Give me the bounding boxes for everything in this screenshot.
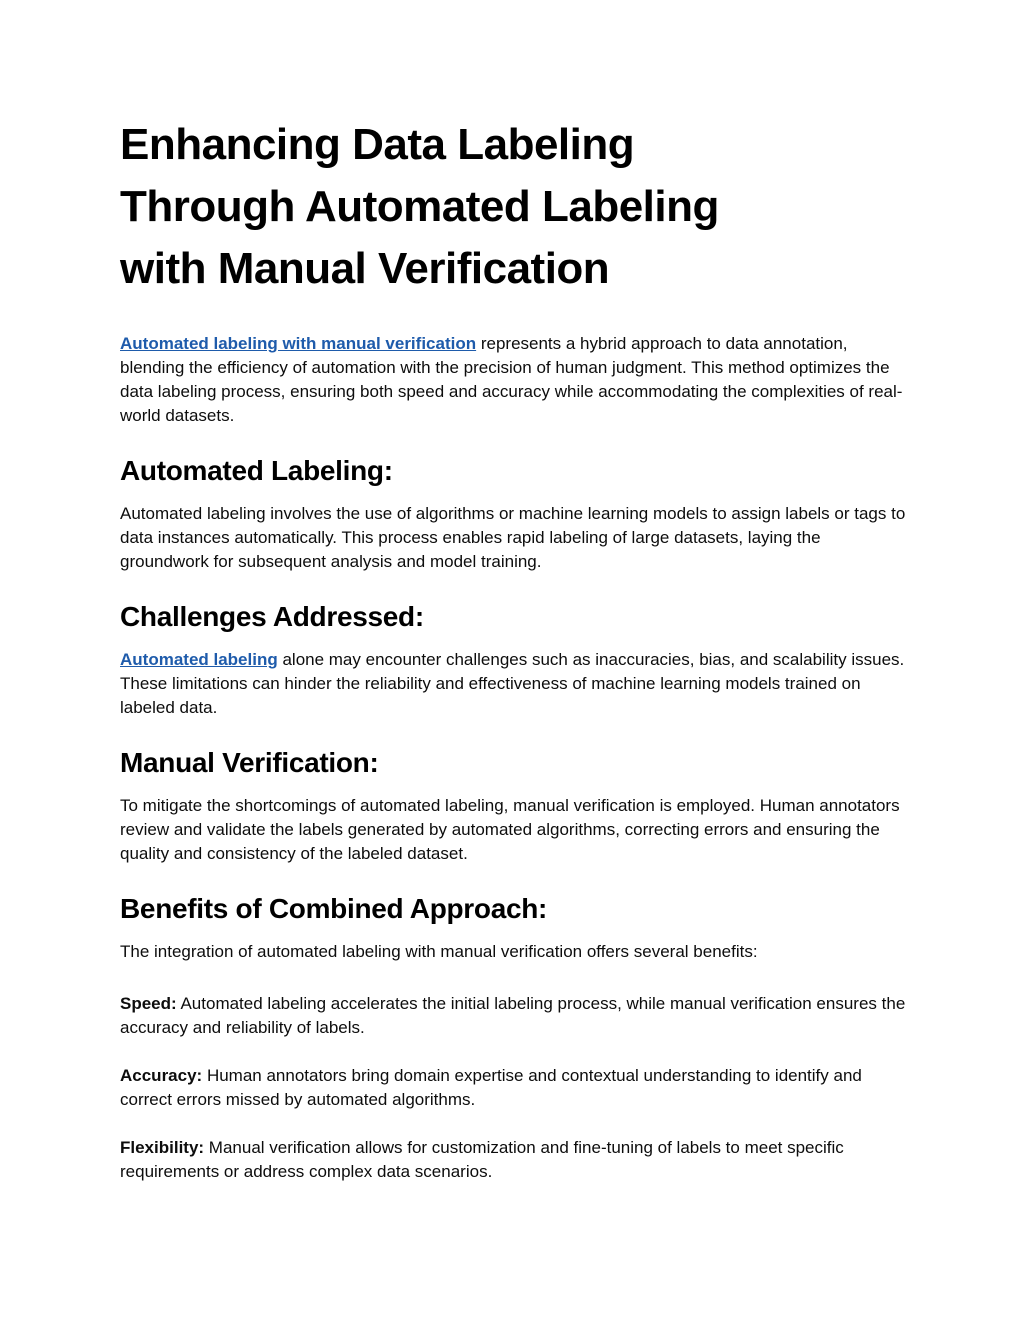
page-title: [120, 114, 906, 300]
benefit-accuracy: [120, 1064, 906, 1112]
benefit-accuracy-label: Accuracy:: [120, 1066, 203, 1085]
heading-challenges-addressed: Challenges Addressed:: [120, 601, 424, 632]
intro-paragraph: [120, 332, 906, 428]
benefit-accuracy-text: Human annotators bring domain expertise and contextual understanding to identify and correct errors missed by automated algorithms.: [120, 1066, 862, 1109]
benefit-flexibility-label: Flexibility:: [120, 1138, 205, 1157]
challenges-addressed-text: alone may encounter challenges such as inaccuracies, bias, and scalability issues. These limitations can hinder the reliability and effectiveness of machine learning models trained on labeled data.: [120, 650, 905, 717]
heading-automated-labeling: Automated Labeling:: [120, 455, 393, 486]
heading-benefits-of-combined-approach: Benefits of Combined Approach:: [120, 893, 548, 924]
challenges-addressed-paragraph: [120, 648, 906, 720]
page-title-line-1: Enhancing Data Labeling: [120, 120, 635, 169]
benefit-flexibility-text: Manual verification allows for customization and fine-tuning of labels to meet specific requirements or address complex data scenarios.: [120, 1138, 844, 1181]
intro-paragraph-text: represents a hybrid approach to data annotation, blending the efficiency of automation with the precision of human judgment. This method optimizes the data labeling process, ensuring both speed and accuracy while accommodating the complexities of real-world datasets.: [120, 334, 903, 425]
benefit-speed: [120, 992, 906, 1040]
heading-manual-verification: Manual Verification:: [120, 747, 379, 778]
manual-verification-paragraph: To mitigate the shortcomings of automated labeling, manual verification is employed. Human annotators review and validate the labels generated by automated algorithms, correcting errors and ensuring the quality and consistency of the labeled dataset.: [120, 796, 900, 863]
automated-labeling-paragraph: Automated labeling involves the use of algorithms or machine learning models to assign labels or tags to data instances automatically. This process enables rapid labeling of large datasets, laying the groundwork for subsequent analysis and model training.: [120, 504, 906, 571]
link-automated-labeling-with-manual-verification[interactable]: Automated labeling with manual verification: [120, 334, 477, 353]
link-automated-labeling[interactable]: Automated labeling: [120, 650, 278, 669]
benefit-flexibility: [120, 1136, 906, 1184]
benefits-intro-paragraph: The integration of automated labeling with manual verification offers several benefits:: [120, 942, 758, 961]
benefit-speed-label: Speed:: [120, 994, 177, 1013]
page-title-line-3: with Manual Verification: [120, 244, 610, 293]
benefit-speed-text: Automated labeling accelerates the initial labeling process, while manual verification ensures the accuracy and reliability of labels.: [120, 994, 906, 1037]
page-title-line-2: Through Automated Labeling: [120, 182, 719, 231]
